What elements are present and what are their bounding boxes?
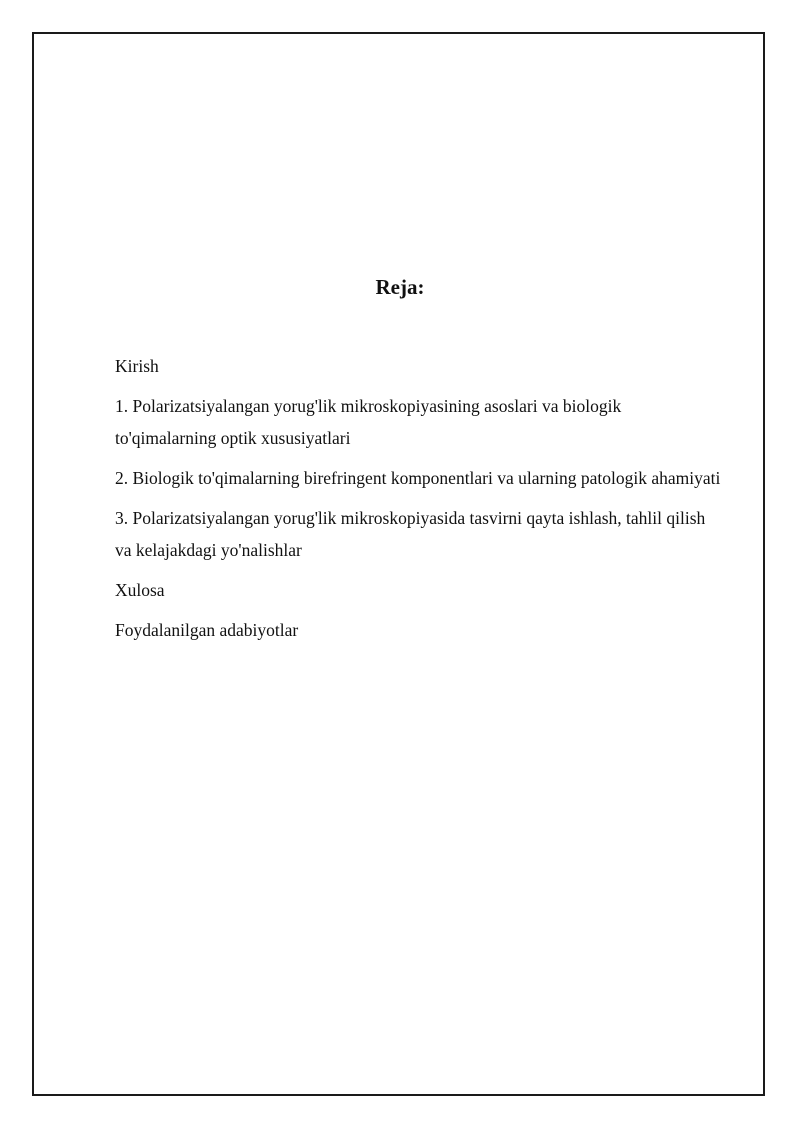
toc-item-references: Foydalanilgan adabiyotlar (115, 620, 299, 640)
toc-item-introduction: Kirish (115, 356, 159, 376)
toc-item-conclusion: Xulosa (115, 580, 165, 600)
toc-item-chapter-2: 2. Biologik to'qimalarning birefringent komponentlari va ularning patologik ahamiyati (115, 468, 721, 488)
page-title: Reja: (375, 275, 425, 299)
table-of-contents (115, 350, 725, 654)
toc-item-chapter-3: 3. Polarizatsiyalangan yorug'lik mikroskopiyasida tasvirni qayta ishlash, tahlil qilish va kelajakdagi yo'nalishlar (115, 508, 706, 560)
toc-item-chapter-1: 1. Polarizatsiyalangan yorug'lik mikroskopiyasining asoslari va biologik to'qimalarning optik xususiyatlari (115, 396, 622, 448)
